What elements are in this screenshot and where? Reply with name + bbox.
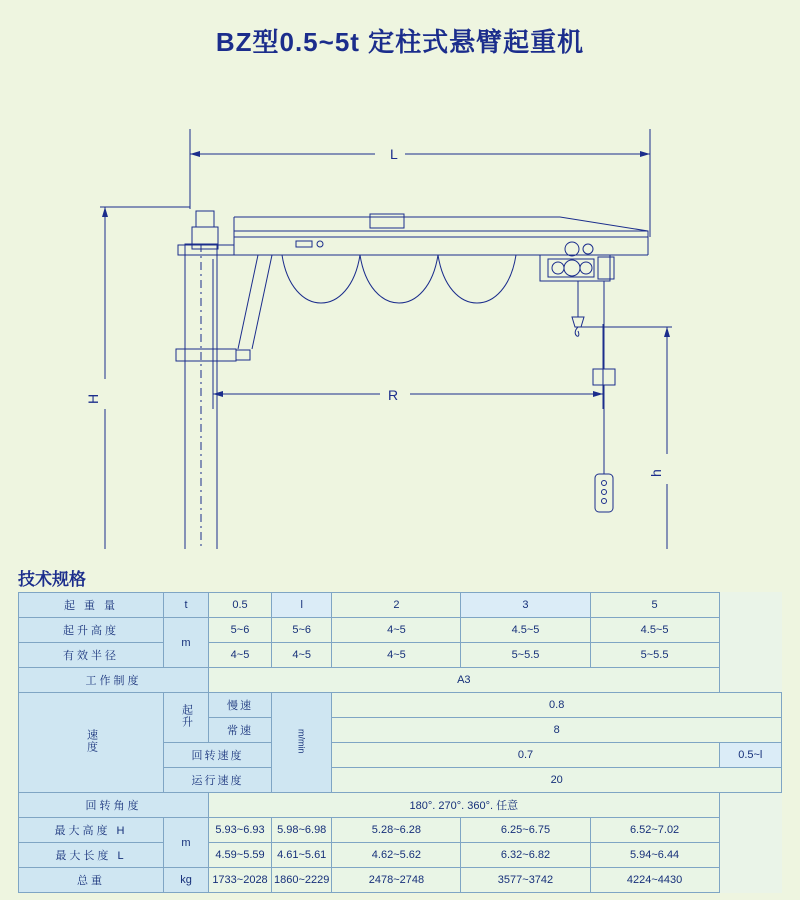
cell-capacity-2: l bbox=[272, 593, 332, 618]
row-label-travel-speed: 运行速度 bbox=[164, 768, 272, 793]
cell-radius-1: 4~5 bbox=[209, 643, 272, 668]
spec-section-title: 技术规格 bbox=[18, 570, 86, 589]
cell-lift-height-1: 5~6 bbox=[209, 618, 272, 643]
cell-radius-4: 5~5.5 bbox=[461, 643, 590, 668]
spec-table bbox=[18, 592, 782, 893]
row-label-slew-angle: 回转角度 bbox=[19, 793, 209, 818]
row-label-max-length: 最大长度 L bbox=[19, 843, 164, 868]
cell-total-weight-5: 4224~4430 bbox=[590, 868, 719, 893]
cell-max-height-3: 5.28~6.28 bbox=[332, 818, 461, 843]
row-label-normal: 常速 bbox=[209, 718, 272, 743]
page-title: BZ型0.5~5t 定柱式悬臂起重机 bbox=[215, 27, 585, 57]
table-row bbox=[19, 643, 782, 668]
cell-capacity-5: 5 bbox=[590, 593, 719, 618]
table-row bbox=[19, 593, 782, 618]
cell-max-length-1: 4.59~5.59 bbox=[209, 843, 272, 868]
cell-travel-speed: 20 bbox=[332, 768, 782, 793]
cell-max-height-5: 6.52~7.02 bbox=[590, 818, 719, 843]
cell-capacity-4: 3 bbox=[461, 593, 590, 618]
table-row bbox=[19, 668, 782, 693]
row-label-lift: 起升 bbox=[164, 693, 209, 743]
dim-label-L: L bbox=[390, 146, 398, 162]
cell-normal-speed: 8 bbox=[332, 718, 782, 743]
cell-radius-5: 5~5.5 bbox=[590, 643, 719, 668]
row-label-total-weight: 总重 bbox=[19, 868, 164, 893]
dim-label-R: R bbox=[388, 387, 399, 403]
row-label-slow: 慢速 bbox=[209, 693, 272, 718]
cell-max-height-4: 6.25~6.75 bbox=[461, 818, 590, 843]
cell-radius-3: 4~5 bbox=[332, 643, 461, 668]
cell-max-length-5: 5.94~6.44 bbox=[590, 843, 719, 868]
cell-slew-angle: 180°. 270°. 360°. 任意 bbox=[209, 793, 720, 818]
cell-lift-height-3: 4~5 bbox=[332, 618, 461, 643]
cell-slow-speed: 0.8 bbox=[332, 693, 782, 718]
dim-label-h: h bbox=[648, 469, 664, 477]
row-label-duty: 工作制度 bbox=[19, 668, 209, 693]
cell-max-length-2: 4.61~5.61 bbox=[272, 843, 332, 868]
table-row bbox=[19, 693, 782, 718]
unit-meters-2: m bbox=[164, 818, 209, 868]
row-label-max-height: 最大高度 H bbox=[19, 818, 164, 843]
row-label-lift-height: 起升高度 bbox=[19, 618, 164, 643]
table-row bbox=[19, 843, 782, 868]
cell-max-length-4: 6.32~6.82 bbox=[461, 843, 590, 868]
cell-lift-height-2: 5~6 bbox=[272, 618, 332, 643]
table-row bbox=[19, 793, 782, 818]
unit-kg: kg bbox=[164, 868, 209, 893]
row-label-capacity: 起 重 量 bbox=[19, 593, 164, 618]
cell-total-weight-4: 3577~3742 bbox=[461, 868, 590, 893]
cell-total-weight-1: 1733~2028 bbox=[209, 868, 272, 893]
cell-max-height-1: 5.93~6.93 bbox=[209, 818, 272, 843]
table-row bbox=[19, 818, 782, 843]
crane-diagram-svg bbox=[0, 59, 800, 549]
row-label-speed: 速度 bbox=[19, 693, 164, 793]
cell-duty: A3 bbox=[209, 668, 720, 693]
cell-slew-speed-1: 0.7 bbox=[332, 743, 719, 768]
unit-capacity: t bbox=[164, 593, 209, 618]
dim-label-H: H bbox=[85, 393, 101, 404]
row-label-slew-speed: 回转速度 bbox=[164, 743, 272, 768]
unit-speed: m/min bbox=[272, 693, 332, 793]
cell-max-length-3: 4.62~5.62 bbox=[332, 843, 461, 868]
cell-max-height-2: 5.98~6.98 bbox=[272, 818, 332, 843]
cell-lift-height-5: 4.5~5 bbox=[590, 618, 719, 643]
table-row bbox=[19, 868, 782, 893]
unit-meters: m bbox=[164, 618, 209, 668]
cell-radius-2: 4~5 bbox=[272, 643, 332, 668]
cell-capacity-1: 0.5 bbox=[209, 593, 272, 618]
cell-slew-speed-2: 0.5~l bbox=[719, 743, 781, 768]
cell-capacity-3: 2 bbox=[332, 593, 461, 618]
table-row bbox=[19, 618, 782, 643]
cell-lift-height-4: 4.5~5 bbox=[461, 618, 590, 643]
row-label-radius: 有效半径 bbox=[19, 643, 164, 668]
cell-total-weight-2: 1860~2229 bbox=[272, 868, 332, 893]
cell-total-weight-3: 2478~2748 bbox=[332, 868, 461, 893]
crane-diagram bbox=[0, 59, 800, 539]
